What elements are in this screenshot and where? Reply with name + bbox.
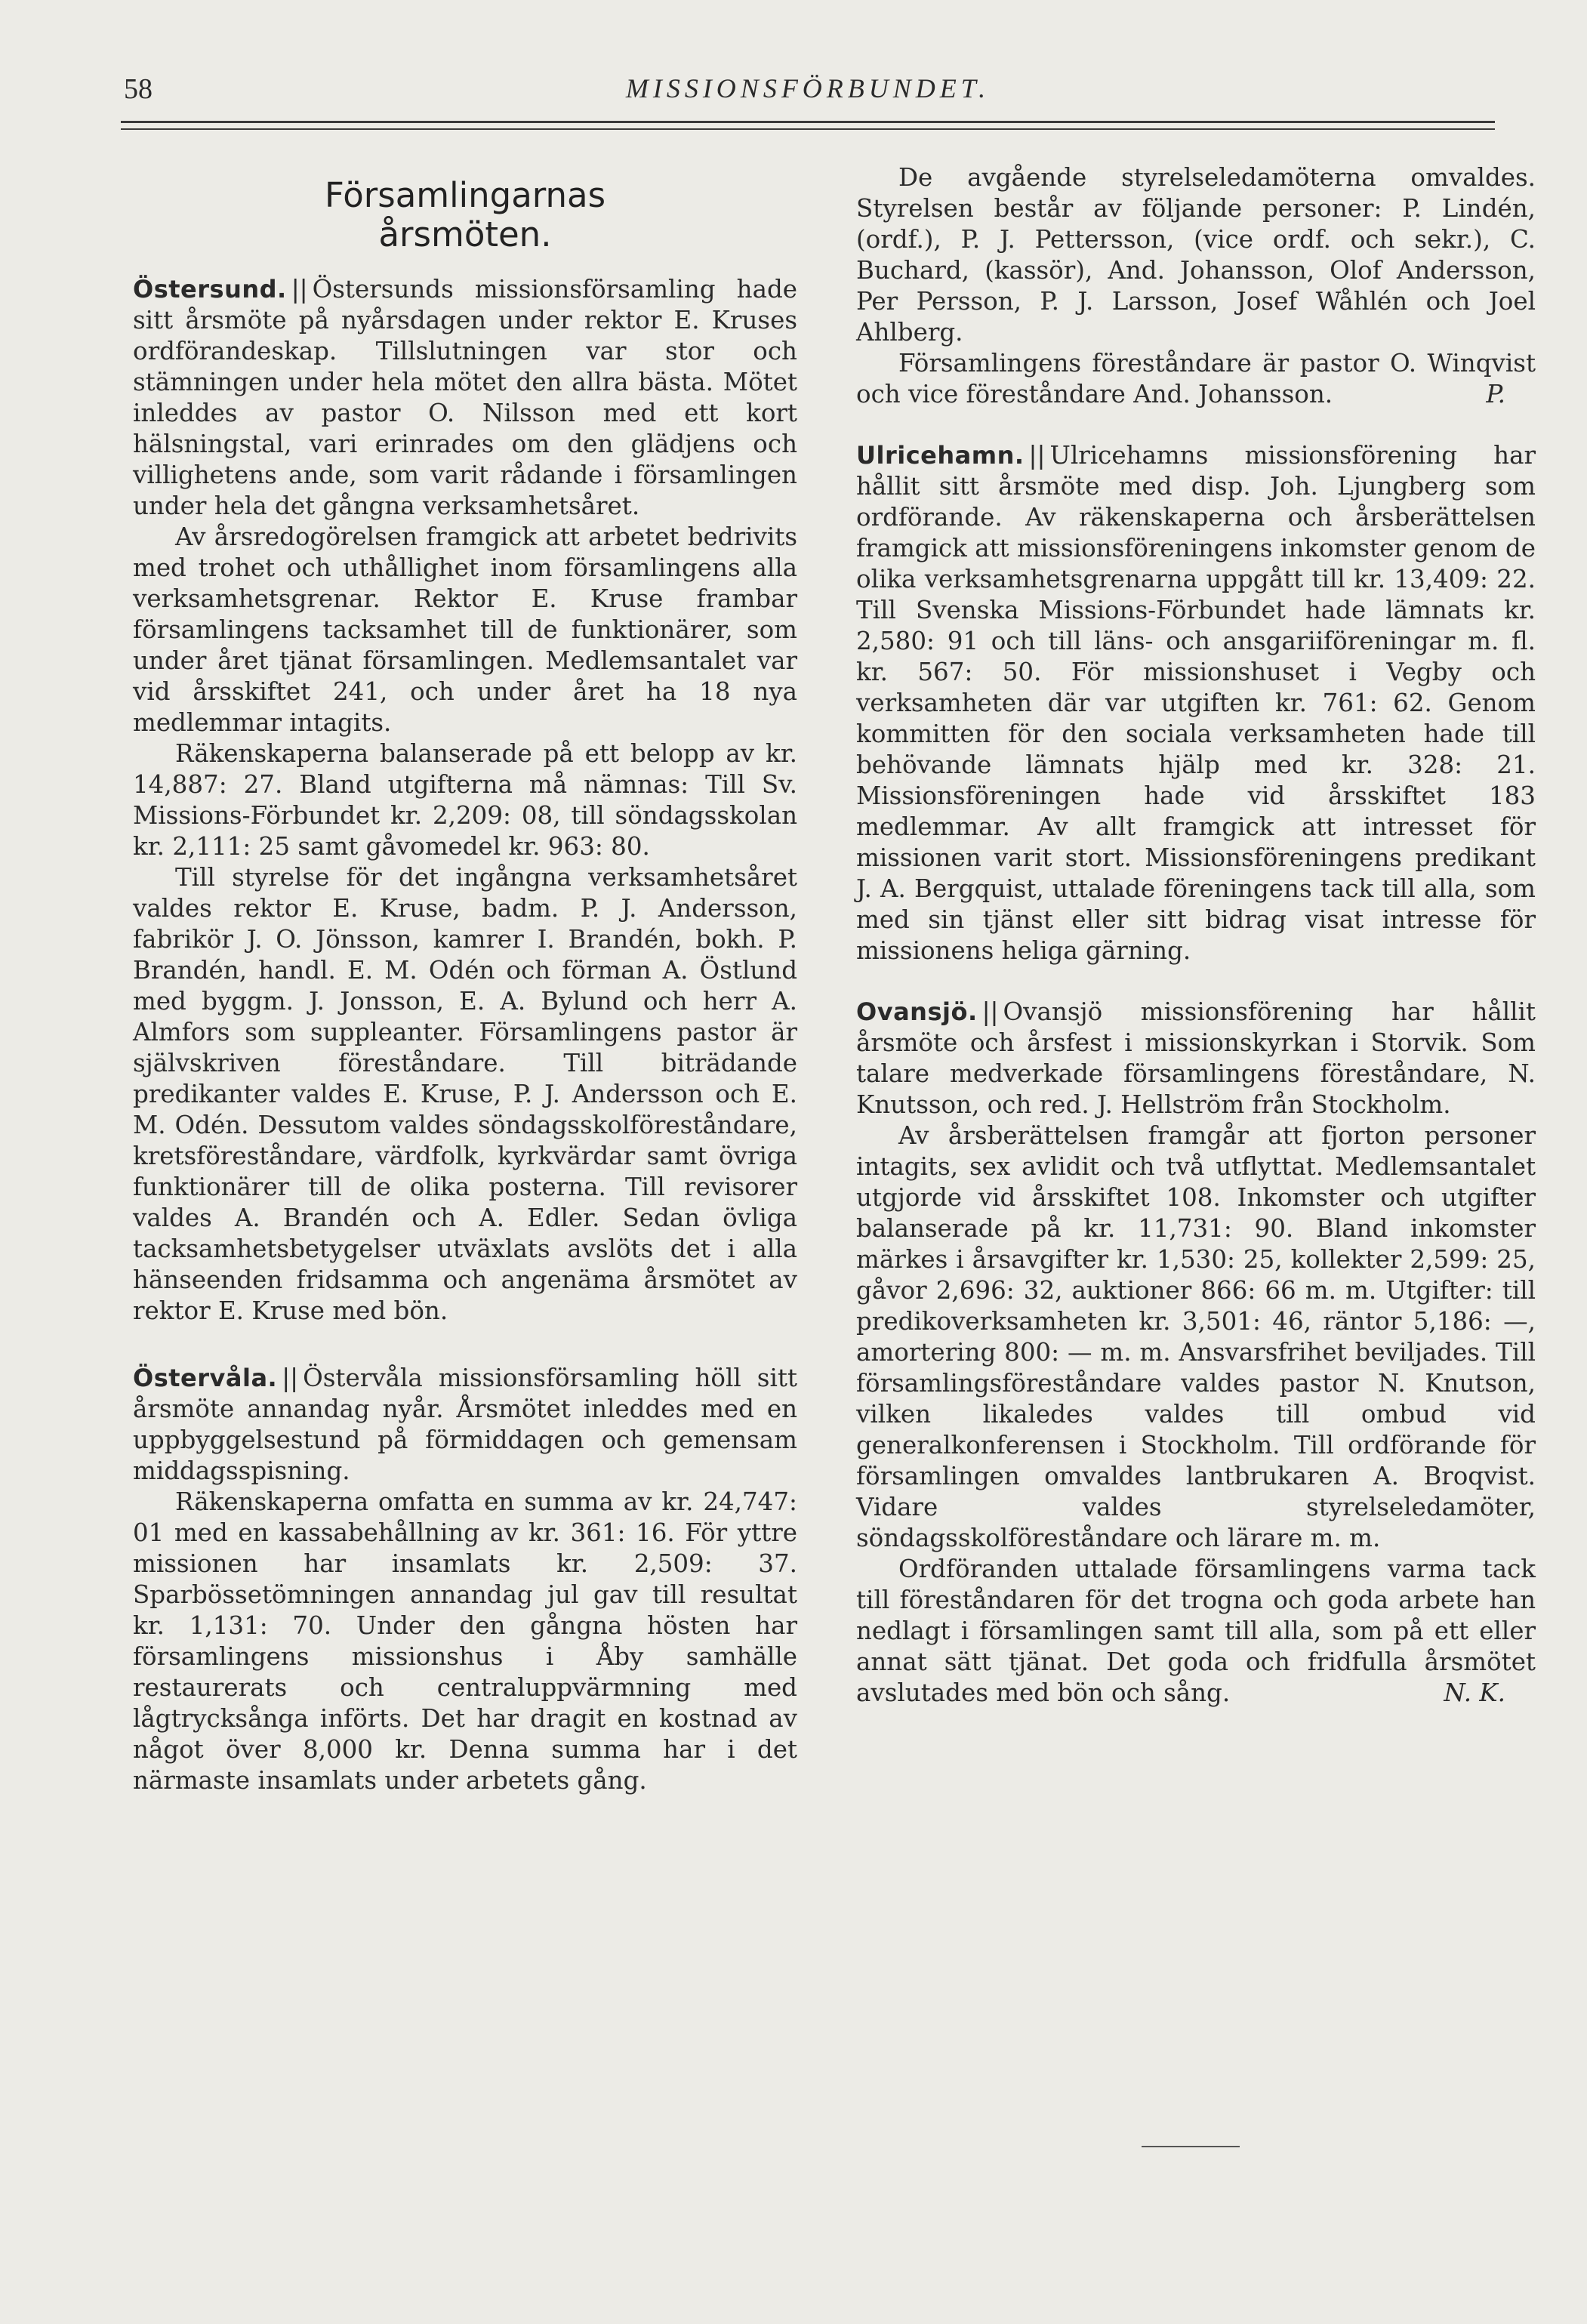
article-paragraph: De avgående styrelseledamöterna omvaldes. Styrelsen består av följande personer: P. Lindén, (ordf.), P. J. Pettersson, (vice ordf. och sekr.), C. Buchard, (kassör), And. Johansson, Olof Andersson, Per Persson, P. J. Larsson, Josef Wåhlén och Joel Ahlberg. xyxy=(856,163,1536,347)
article-ostervala xyxy=(133,1363,797,1796)
left-column xyxy=(133,162,797,1796)
right-column xyxy=(856,162,1536,1709)
article-signature: N. K. xyxy=(1444,1678,1505,1707)
article-paragraph xyxy=(856,997,1536,1120)
article-ovansjo xyxy=(856,997,1536,1709)
paragraph-text: Östervåla missionsförsamling höll sitt årsmöte annandag nyår. Årsmötet inleddes med en uppbyggelsestund på förmiddagen och gemensam middagsspisning. xyxy=(133,1364,797,1485)
article-ostersund-continued xyxy=(856,162,1536,410)
section-separator: || xyxy=(291,275,308,304)
article-ulricehamn xyxy=(856,440,1536,966)
spacer xyxy=(856,966,1536,997)
article-ostersund xyxy=(133,274,797,1327)
article-paragraph xyxy=(856,348,1536,410)
article-paragraph: Av årsberättelsen framgår att fjorton personer intagits, sex avlidit och två utflyttat. Medlemsantalet utgjorde vid årsskiftet 108. Inkomster och utgifter balanserade på kr. 11,731: 90. Bland inkomster märkes i årsavgifter kr. 1,530: 25, kollekter 2,599: 25, gåvor 2,696: 32, auktioner 866: 66 m. m. Utgifter: till predikoverksamheten kr. 3,501: 46, räntor 5,186: —, amortering 800: — m. m. Ansvarsfrihet beviljades. Till församlingsföreståndare valdes pastor N. Knutson, vilken likaledes valdes till ombud vid generalkonferensen i Stockholm. Till ordförande för församlingen omvaldes lantbrukaren A. Broqvist. Vidare valdes styrelseledamöter, söndagsskolföreståndare och lärare m. m. xyxy=(856,1121,1536,1552)
paragraph-text: Östersunds missionsförsamling hade sitt årsmöte på nyårsdagen under rektor E. Kruses ordförandeskap. Tillslutningen var stor och stämningen under hela mötet den allra bästa. Mötet inleddes av pastor O. Nilsson med ett kort hälsningstal, vari erinrades om den glädjens och villighetens ande, som varit rådande i församlingen under hela det gångna verksamhetsåret. xyxy=(133,275,797,520)
article-signature: P. xyxy=(1486,380,1505,408)
article-place-heading: Östervåla. xyxy=(133,1364,278,1392)
article-paragraph: Räkenskaperna balanserade på ett belopp av kr. 14,887: 27. Bland utgifterna må nämnas: Till Sv. Missions-Förbundet kr. 2,209: 08, till söndagsskolan kr. 2,111: 25 samt gåvomedel kr. 963: 80. xyxy=(133,739,797,861)
article-paragraph xyxy=(856,440,1536,966)
article-paragraph: Av årsredogörelsen framgick att arbetet bedrivits med trohet och uthållighet inom församlingens alla verksamhetsgrenar. Rektor E. Kruse frambar församlingens tacksamhet till de funktionärer, som under året tjänat församlingen. Medlemsantalet var vid årsskiftet 241, och under året ha 18 nya medlemmar intagits. xyxy=(133,522,797,737)
paragraph-text: Ovansjö missionsförening har hållit årsmöte och årsfest i missionskyrkan i Storvik. Som talare medverkade församlingens föreståndare, N. Knutsson, och red. J. Hellström från Stockholm. xyxy=(856,997,1536,1119)
paragraph-text: Församlingens föreståndare är pastor O. Winqvist och vice föreståndare And. Johansson. xyxy=(856,349,1536,408)
section-heading xyxy=(133,176,797,254)
page-number: 58 xyxy=(124,73,153,105)
article-place-heading: Ulricehamn. xyxy=(856,441,1025,470)
article-paragraph xyxy=(856,1554,1536,1709)
end-rule xyxy=(1142,2146,1240,2147)
paragraph-text: Ulricehamns missionsförening har hållit sitt årsmöte med disp. Joh. Ljungberg som ordförande. Av räkenskaperna och årsberättelsen framgick att missionsföreningens inkomster genom de olika verksamhetsgrenarna uppgått till kr. 13,409: 22. Till Svenska Missions-Förbundet hade lämnats kr. 2,580: 91 och till läns- och ansgariiföreningar m. fl. kr. 567: 50. För missionshuset i Vegby och verksamheten där var utgiften kr. 761: 62. Genom kommitten för den sociala verksamheten hade till behövande lämnats hjälp med kr. 328: 21. Missionsföreningen hade vid årsskiftet 183 medlemmar. Av allt framgick att intresset för missionen varit stort. Missionsföreningens predikant J. A. Bergquist, uttalade föreningens tack till alla, som med sin tjänst eller sitt bidrag visat intresse för missionens heliga gärning. xyxy=(856,441,1536,965)
article-paragraph: Till styrelse för det ingångna verksamhetsåret valdes rektor E. Kruse, badm. P. J. Andersson, fabrikör J. O. Jönsson, kamrer I. Brandén, bokh. P. Brandén, handl. E. M. Odén och förman A. Östlund med byggm. J. Jonsson, E. A. Bylund och herr A. Almfors som suppleanter. Församlingens pastor är självskriven föreståndare. Till biträdande predikanter valdes E. Kruse, P. J. Andersson och E. M. Odén. Dessutom valdes söndagsskolföreståndare, kretsföreståndare, värdfolk, kyrkvärdar samt övriga funktionärer till de olika posterna. Till revisorer valdes A. Brandén och A. Edler. Sedan övliga tacksamhetsbetygelser utväxlats avslöts det i alla hänseenden fridsamma och angenäma årsmötet av rektor E. Kruse med bön. xyxy=(133,863,797,1325)
section-separator: || xyxy=(981,997,999,1026)
section-separator: || xyxy=(282,1364,299,1392)
paragraph-text: Ordföranden uttalade församlingens varma tack till föreståndaren för det trogna och goda arbete han nedlagt i församlingen samt till alla, som på ett eller annat sätt tjänat. Det goda och fridfulla årsmötet avslutades med bön och sång. xyxy=(856,1555,1536,1707)
spacer xyxy=(133,1327,797,1363)
article-place-heading: Östersund. xyxy=(133,275,287,304)
page-header xyxy=(121,72,1495,118)
publication-title: MISSIONSFÖRBUNDET. xyxy=(625,73,991,103)
article-paragraph: Räkenskaperna omfatta en summa av kr. 24,747: 01 med en kassabehållning av kr. 361: 16. För yttre missionen har insamlats kr. 2,509: 37. Sparbössetömningen annandag jul gav till resultat kr. 1,131: 70. Under den gångna hösten har församlingens missionshus i Åby samhälle restaurerats och centraluppvärmning med lågtrycksånga införts. Det har dragit en kostnad av något över 8,000 kr. Denna summa har i det närmaste insamlats under arbetets gång. xyxy=(133,1487,797,1795)
header-rule xyxy=(121,121,1495,123)
article-paragraph xyxy=(133,1363,797,1487)
article-place-heading: Ovansjö. xyxy=(856,997,978,1026)
article-paragraph xyxy=(133,274,797,522)
header-rule-thin xyxy=(121,128,1495,130)
section-heading-line1: Församlingarnas xyxy=(324,175,606,215)
section-separator: || xyxy=(1028,441,1046,470)
spacer xyxy=(856,410,1536,440)
section-heading-line2: årsmöten. xyxy=(378,214,552,254)
